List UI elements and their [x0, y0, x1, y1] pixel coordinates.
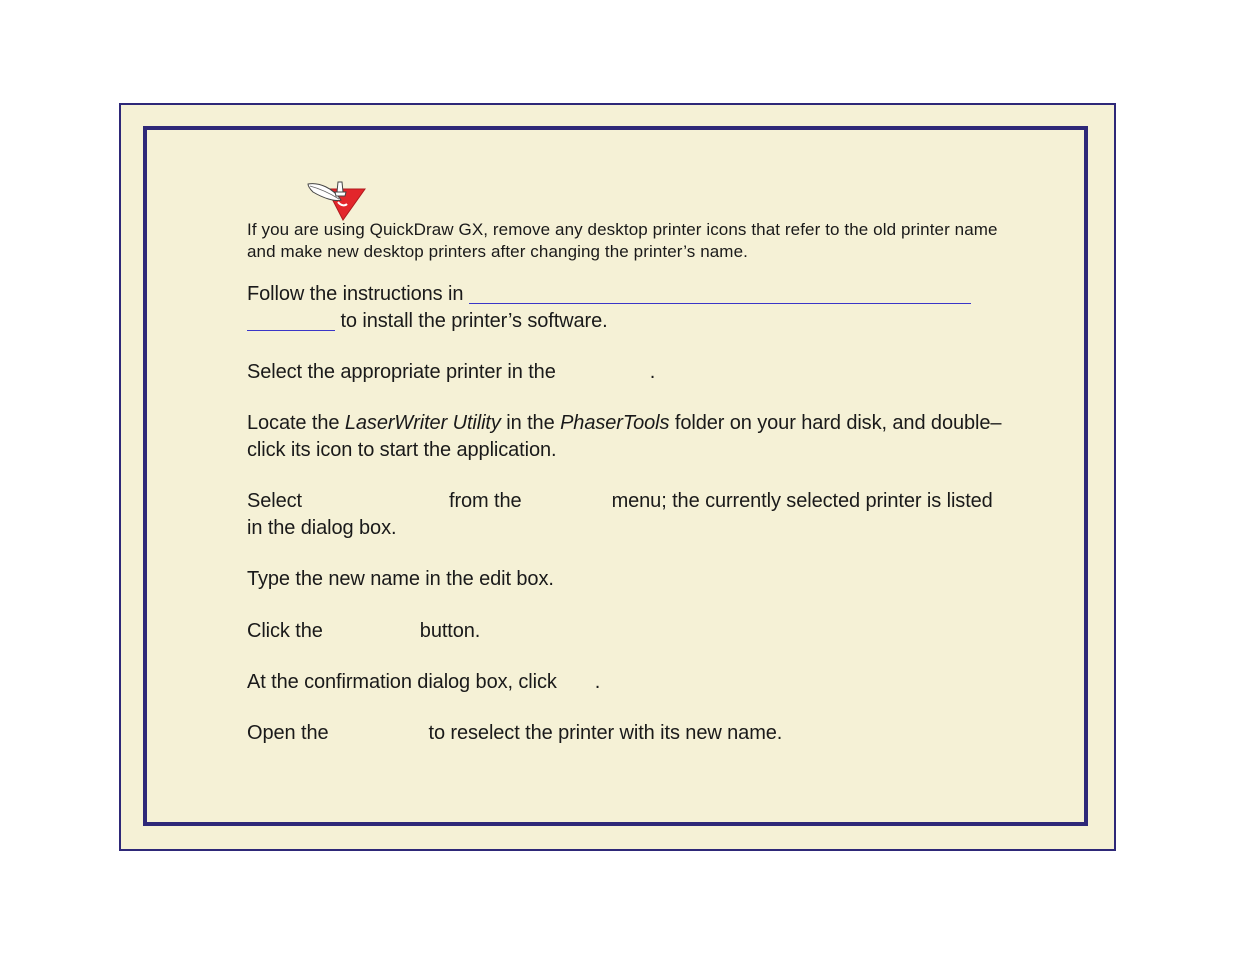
step-reselect-printer: Open the to reselect the printer with its new name. — [247, 722, 783, 744]
note-text: If you are using QuickDraw GX, remove any desktop printer icons that refer to the old printer name and make new desktop printers after changing the printer’s name. — [247, 220, 998, 261]
step-locate-utility: Locate the LaserWriter Utility in the PhaserTools folder on your hard disk, and double–click its icon to start the application. — [247, 412, 1002, 461]
step-install-software — [247, 281, 1007, 335]
step-click-button: Click the button. — [247, 620, 481, 642]
quill-pen-note-icon — [305, 180, 367, 224]
laserwriter-utility-name: LaserWriter Utility — [344, 412, 501, 434]
step-1-text-end: to install the printer’s software. — [340, 310, 608, 332]
install-guide-link[interactable] — [469, 283, 971, 304]
phasertools-folder-name: PhaserTools — [560, 412, 670, 434]
step-1-text: Follow the instructions in — [247, 283, 464, 305]
install-guide-link-continued[interactable] — [247, 310, 335, 331]
step-type-name: Type the new name in the edit box. — [247, 568, 554, 590]
step-confirm: At the confirmation dialog box, click . — [247, 671, 601, 693]
step-select-command: Select from the menu; the currently selected printer is listed in the dialog box. — [247, 490, 993, 539]
step-2-text: Select the appropriate printer in the — [247, 361, 556, 383]
step-select-printer: Select the appropriate printer in the . — [247, 361, 656, 383]
